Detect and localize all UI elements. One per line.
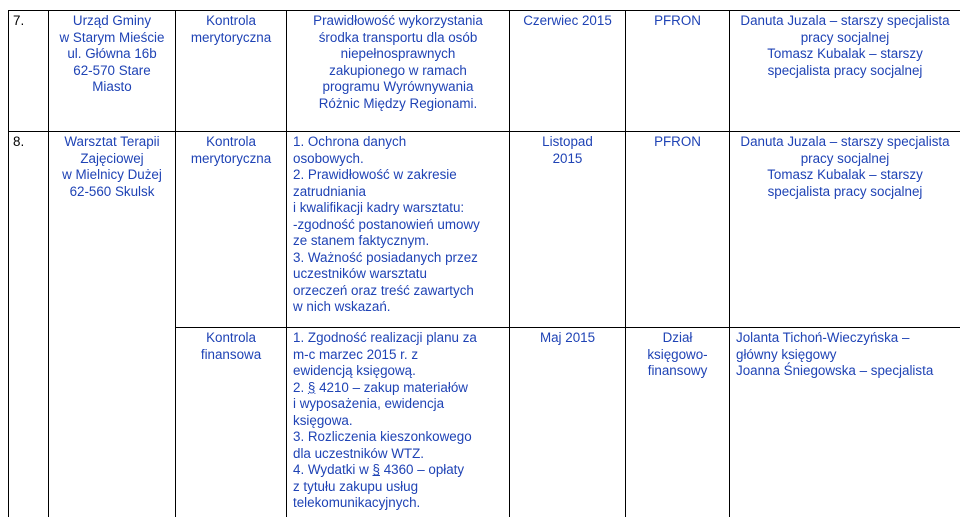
scope-cell: Prawidłowość wykorzystania środka transportu dla osób niepełnosprawnych zakupionego w ramach programu Wyrównywania Różnic Między Regionami. (287, 11, 510, 132)
scope-cell: 1. Zgodność realizacji planu za m-c marzec 2015 r. z ewidencją księgową. 2. § 4210 – zakup materiałów i wyposażenia, ewidencja księgowa. 3. Rozliczenia kieszonkowego dla uczestników WTZ. 4. Wydatki w § 4360 – opłaty z tytułu zakupu usług telekomunikacyjnych. (287, 328, 510, 517)
row-number: 8. (9, 132, 49, 517)
control-type-cell: Kontrola merytoryczna (176, 132, 287, 328)
period-cell: Czerwiec 2015 (510, 11, 626, 132)
control-type-cell: Kontrola finansowa (176, 328, 287, 517)
staff-cell: Jolanta Tichoń-Wieczyńska – główny księgowy Joanna Śniegowska – specjalista (730, 328, 960, 517)
source-cell: PFRON (626, 132, 730, 328)
row-number: 7. (9, 11, 49, 132)
control-type-cell: Kontrola merytoryczna (176, 11, 287, 132)
source-cell: PFRON (626, 11, 730, 132)
table-row (9, 11, 960, 132)
staff-cell: Danuta Juzala – starszy specjalista pracy socjalnej Tomasz Kubalak – starszy specjalista pracy socjalnej (730, 11, 960, 132)
period-cell: Listopad 2015 (510, 132, 626, 328)
organization-cell: Warsztat Terapii Zajęciowej w Mielnicy Dużej 62-560 Skulsk (49, 132, 176, 517)
table-row (9, 132, 960, 328)
organization-cell: Urząd Gminy w Starym Mieście ul. Główna 16b 62-570 Stare Miasto (49, 11, 176, 132)
period-cell: Maj 2015 (510, 328, 626, 517)
staff-cell: Danuta Juzala – starszy specjalista pracy socjalnej Tomasz Kubalak – starszy specjalista pracy socjalnej (730, 132, 960, 328)
source-cell: Dział księgowo- finansowy (626, 328, 730, 517)
scope-cell: 1. Ochrona danych osobowych. 2. Prawidłowość w zakresie zatrudniania i kwalifikacji kadry warsztatu: -zgodność postanowień umowy ze stanem faktycznym. 3. Ważność posiadanych przez uczestników warsztatu orzeczeń oraz treść zawartych w nich wskazań. (287, 132, 510, 328)
section-sign: § (307, 379, 316, 395)
control-schedule-table (8, 10, 960, 517)
section-sign: § (372, 462, 380, 477)
